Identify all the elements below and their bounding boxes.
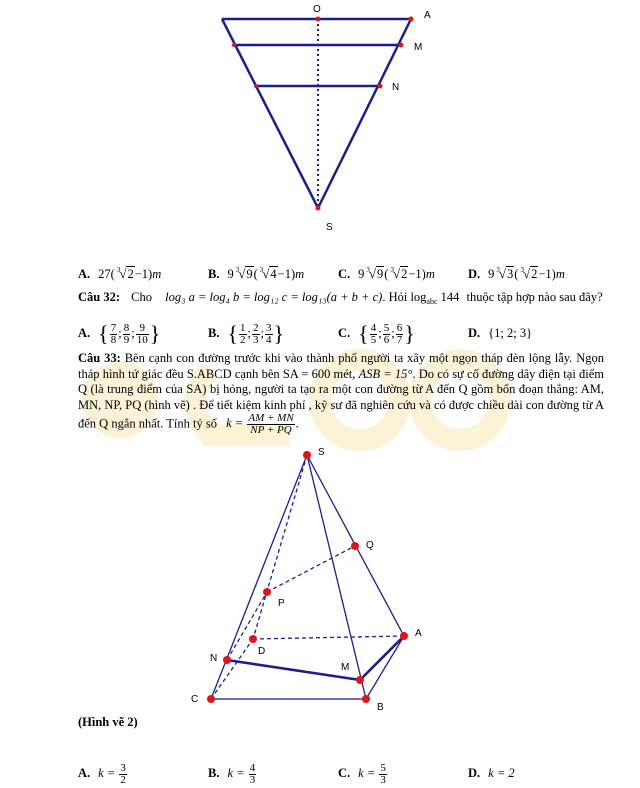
q33-stem: Câu 33: Bên cạnh con đường trước khi vào thành phố người ta xây một ngọn tháp đèn lộng lẫy. Ngọn tháp hình tứ giác đều S.ABCD cạnh bên SA = 600 mét, ASB = 15°. Do có sự cố đường dây điện tại điểm Q (là trung điểm của SA) bị hỏng, người ta tạo ra một con đường từ A đến Q gồm bốn đoạn thẳng: AM, MN, NP, PQ (hình vẽ) . Để tiết kiệm kinh phí , kỹ sư đã nghiên cứu và có được chiều dài con đường từ A đến Q ngắn nhất. Tính tỷ số k = $\frac{AM + MN}{NP + PQ}$ . [78, 351, 604, 436]
q32-options [0, 318, 640, 348]
point-a2 [400, 632, 408, 640]
q31-option-a[interactable]: A. 27( $^3$√2−1)m [78, 266, 162, 281]
q33-angle: ASB = 15° [358, 366, 413, 381]
point-n-left [254, 84, 258, 88]
figure-2-caption: (Hình vẽ 2) [78, 715, 138, 729]
label-n: N [392, 82, 400, 93]
point-a [409, 17, 414, 22]
q32-option-a[interactable]: A. { $\frac{7}{8}$ ; $\frac{8}{9}$ ; $\frac{9}{10}$ } [78, 321, 161, 347]
label-q: Q [366, 540, 374, 551]
edge-cd [211, 639, 253, 699]
figure-1-triangle [0, 0, 640, 240]
label-s: S [326, 222, 333, 233]
label-b: B [377, 702, 384, 710]
label-a2: A [415, 628, 422, 639]
q32-option-c[interactable]: C. { $\frac{4}{5}$ ; $\frac{5}{6}$ ; $\frac{6}{7}$ } [338, 321, 415, 347]
segment-pq [267, 546, 355, 592]
q31-option-c[interactable]: C. 9 $^3$√9( $^3$√2−1)m [338, 266, 435, 281]
edge-sb [307, 455, 366, 699]
segment-left [222, 19, 318, 208]
edge-sd [253, 455, 307, 639]
label-a: A [424, 10, 431, 21]
point-s2 [303, 451, 311, 459]
q33-option-c[interactable]: C. k = $\frac{5}{3}$ [338, 761, 386, 786]
q31-option-b[interactable]: B. 9 $^3$√9( $^3$√4−1)m [208, 266, 305, 281]
point-m-left [232, 43, 236, 47]
label-o: O [313, 4, 321, 15]
figure-2-pyramid [0, 440, 640, 710]
label-p: P [278, 598, 285, 609]
point-q [351, 542, 359, 550]
q33-option-d[interactable]: D. k = 2 [468, 766, 515, 780]
label-m: M [414, 42, 423, 53]
q33-option-a[interactable]: A. k = $\frac{3}{2}$ [78, 761, 126, 786]
segment-right [318, 19, 411, 208]
point-d [249, 635, 257, 643]
point-c [207, 695, 215, 703]
point-m2 [356, 676, 364, 684]
point-m [399, 43, 404, 48]
q32-stem [0, 287, 640, 307]
edge-da [253, 636, 404, 639]
q32-option-d[interactable]: D. {1; 2; 3} [468, 326, 533, 340]
point-p [263, 588, 271, 596]
q31-option-d[interactable]: D. 9 $^3$√3( $^3$√2−1)m [468, 266, 565, 281]
point-n2 [223, 656, 231, 664]
point-b [362, 695, 370, 703]
q32-text: Câu 32: Cho log₃ a = log₄ b = log₁₂ c = log₁₃(a + b + c). Hỏi $\log_{abc} 144$ thuộc tập hợp nào sau đây? [78, 290, 603, 306]
q32-equation: log₃ a = log₄ b = log₁₂ c = log₁₃(a + b + c) [165, 290, 383, 304]
label-m2: M [341, 662, 350, 673]
q33-option-b[interactable]: B. k = $\frac{4}{3}$ [208, 761, 256, 786]
q32-option-b[interactable]: B. { $\frac{1}{2}$ ; $\frac{2}{3}$ ; $\frac{3}{4}$ } [208, 321, 285, 347]
label-c: C [191, 694, 199, 705]
point-s [316, 206, 321, 211]
label-d: D [258, 646, 266, 657]
label-s2: S [318, 447, 325, 458]
q31-options [0, 264, 640, 284]
point-n [378, 84, 383, 89]
q33-options [0, 760, 640, 786]
label-n2: N [210, 653, 218, 664]
point-o [316, 17, 321, 22]
